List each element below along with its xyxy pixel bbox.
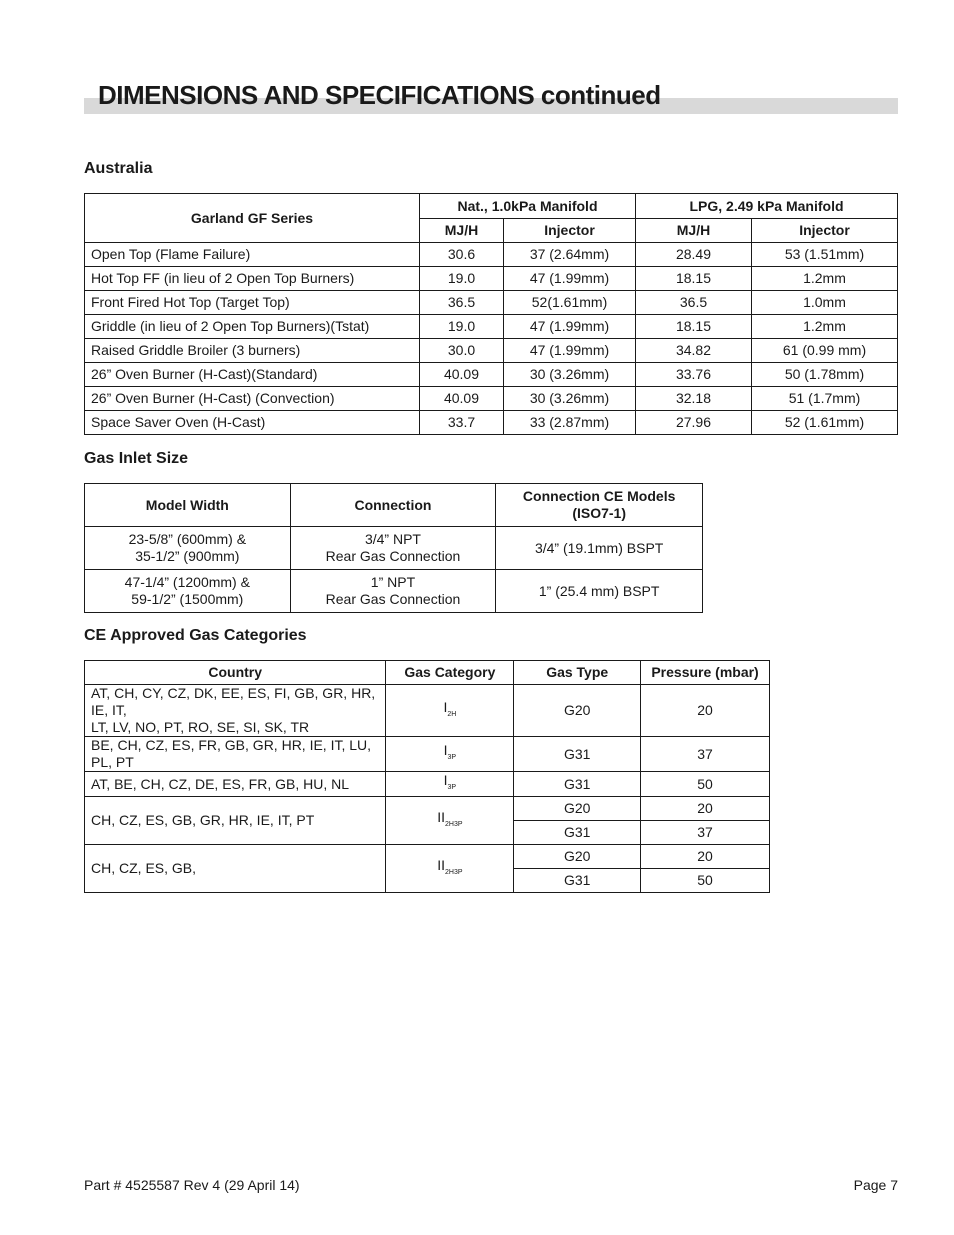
header-nat-mjh: MJ/H xyxy=(420,219,504,243)
nat-injector-value: 30 (3.26mm) xyxy=(504,363,636,387)
header-connection: Connection xyxy=(290,484,496,527)
table-row xyxy=(85,772,770,797)
table-row xyxy=(85,411,898,435)
table-row xyxy=(85,387,898,411)
header-connection-ce-line2: (ISO7-1) xyxy=(572,505,626,521)
burner-name: Raised Griddle Broiler (3 burners) xyxy=(85,339,420,363)
header-pressure: Pressure (mbar) xyxy=(641,661,770,685)
pressure-cell: 50 xyxy=(641,772,770,797)
australia-table xyxy=(84,193,898,435)
gas-category-main: I xyxy=(443,742,448,758)
burner-name: Open Top (Flame Failure) xyxy=(85,243,420,267)
gas-type-cell: G31 xyxy=(514,869,641,893)
model-width-cell xyxy=(85,527,291,570)
gas-category-main: II xyxy=(437,856,445,873)
gas-category-main: I xyxy=(443,772,448,788)
pressure-cell: 50 xyxy=(641,869,770,893)
gas-category-sub: 2H3P xyxy=(445,868,463,876)
gas-category-cell xyxy=(386,772,514,797)
model-width-line2: 35-1/2” (900mm) xyxy=(135,548,240,564)
connection-ce-cell: 3/4” (19.1mm) BSPT xyxy=(496,527,703,570)
header-country: Country xyxy=(85,661,386,685)
country-cell xyxy=(85,685,386,737)
gas-type-cell: G31 xyxy=(514,737,641,772)
gas-category-main: II xyxy=(437,808,445,825)
nat-mjh-value: 40.09 xyxy=(420,363,504,387)
lpg-injector-value: 61 (0.99 mm) xyxy=(752,339,898,363)
header-connection-ce xyxy=(496,484,703,527)
table-row xyxy=(85,845,770,869)
table-row xyxy=(85,527,703,570)
country-line1: AT, CH, CY, CZ, DK, EE, ES, FI, GB, GR, HR, IE, IT, xyxy=(91,685,376,718)
table-row xyxy=(85,339,898,363)
nat-injector-value: 33 (2.87mm) xyxy=(504,411,636,435)
gas-category-cell xyxy=(386,685,514,737)
model-width-cell xyxy=(85,570,291,613)
lpg-mjh-value: 33.76 xyxy=(636,363,752,387)
footer-part-number: Part # 4525587 Rev 4 (29 April 14) xyxy=(84,1177,300,1193)
gas-category-cell xyxy=(386,845,514,893)
header-garland-gf-series: Garland GF Series xyxy=(85,194,420,243)
nat-injector-value: 47 (1.99mm) xyxy=(504,339,636,363)
nat-mjh-value: 19.0 xyxy=(420,315,504,339)
country-cell: CH, CZ, ES, GB, xyxy=(85,845,386,893)
gas-type-cell: G31 xyxy=(514,772,641,797)
country-line2: LT, LV, NO, PT, RO, SE, SI, SK, TR xyxy=(91,719,310,735)
lpg-injector-value: 52 (1.61mm) xyxy=(752,411,898,435)
burner-name: 26” Oven Burner (H-Cast) (Convection) xyxy=(85,387,420,411)
table-row xyxy=(85,797,770,821)
country-cell: CH, CZ, ES, GB, GR, HR, IE, IT, PT xyxy=(85,797,386,845)
nat-mjh-value: 36.5 xyxy=(420,291,504,315)
header-lpg-manifold: LPG, 2.49 kPa Manifold xyxy=(636,194,898,219)
connection-line2: Rear Gas Connection xyxy=(325,591,461,607)
country-cell: AT, BE, CH, CZ, DE, ES, FR, GB, HU, NL xyxy=(85,772,386,797)
header-connection-ce-line1: Connection CE Models xyxy=(522,488,676,504)
nat-mjh-value: 19.0 xyxy=(420,267,504,291)
australia-heading: Australia xyxy=(84,160,153,177)
table-row xyxy=(85,315,898,339)
lpg-injector-value: 51 (1.7mm) xyxy=(752,387,898,411)
table-row xyxy=(85,685,770,737)
model-width-line1: 23-5/8” (600mm) & xyxy=(128,531,247,547)
pressure-cell: 20 xyxy=(641,845,770,869)
header-lpg-injector: Injector xyxy=(752,219,898,243)
connection-line1: 1” NPT xyxy=(370,574,416,590)
burner-name: Hot Top FF (in lieu of 2 Open Top Burners) xyxy=(85,267,420,291)
gas-type-cell: G20 xyxy=(514,845,641,869)
lpg-injector-value: 1.2mm xyxy=(752,267,898,291)
lpg-mjh-value: 18.15 xyxy=(636,315,752,339)
lpg-mjh-value: 27.96 xyxy=(636,411,752,435)
gas-category-main: I xyxy=(443,698,448,715)
header-nat-manifold: Nat., 1.0kPa Manifold xyxy=(420,194,636,219)
table-row xyxy=(85,363,898,387)
nat-mjh-value: 40.09 xyxy=(420,387,504,411)
burner-name: Space Saver Oven (H-Cast) xyxy=(85,411,420,435)
model-width-line1: 47-1/4” (1200mm) & xyxy=(124,574,250,590)
header-nat-injector: Injector xyxy=(504,219,636,243)
gas-category-sub: 3P xyxy=(447,754,457,761)
nat-injector-value: 47 (1.99mm) xyxy=(504,267,636,291)
nat-injector-value: 52(1.61mm) xyxy=(504,291,636,315)
lpg-injector-value: 50 (1.78mm) xyxy=(752,363,898,387)
footer-page-number: Page 7 xyxy=(853,1177,898,1193)
gas-category-cell xyxy=(386,737,514,772)
country-cell: BE, CH, CZ, ES, FR, GB, GR, HR, IE, IT, LU, PL, PT xyxy=(85,737,386,772)
nat-injector-value: 37 (2.64mm) xyxy=(504,243,636,267)
table-row xyxy=(85,267,898,291)
gas-type-cell: G20 xyxy=(514,685,641,737)
nat-injector-value: 30 (3.26mm) xyxy=(504,387,636,411)
gas-inlet-table xyxy=(84,483,703,613)
gas-category-sub: 3P xyxy=(447,784,457,791)
lpg-mjh-value: 18.15 xyxy=(636,267,752,291)
lpg-mjh-value: 28.49 xyxy=(636,243,752,267)
ce-gas-heading: CE Approved Gas Categories xyxy=(84,627,307,644)
pressure-cell: 37 xyxy=(641,737,770,772)
gas-category-sub: 2H3P xyxy=(445,820,463,828)
connection-line2: Rear Gas Connection xyxy=(325,548,461,564)
nat-mjh-value: 33.7 xyxy=(420,411,504,435)
ce-gas-table xyxy=(84,660,770,893)
lpg-injector-value: 1.0mm xyxy=(752,291,898,315)
pressure-cell: 20 xyxy=(641,797,770,821)
burner-name: Griddle (in lieu of 2 Open Top Burners)(Tstat) xyxy=(85,315,420,339)
table-row xyxy=(85,737,770,772)
table-row xyxy=(85,570,703,613)
header-model-width: Model Width xyxy=(85,484,291,527)
nat-mjh-value: 30.0 xyxy=(420,339,504,363)
model-width-line2: 59-1/2” (1500mm) xyxy=(131,591,244,607)
pressure-cell: 20 xyxy=(641,685,770,737)
connection-ce-cell: 1” (25.4 mm) BSPT xyxy=(496,570,703,613)
lpg-mjh-value: 32.18 xyxy=(636,387,752,411)
gas-inlet-heading: Gas Inlet Size xyxy=(84,450,189,467)
gas-type-cell: G20 xyxy=(514,797,641,821)
connection-cell xyxy=(290,527,496,570)
header-gas-category: Gas Category xyxy=(386,661,514,685)
lpg-injector-value: 1.2mm xyxy=(752,315,898,339)
nat-injector-value: 47 (1.99mm) xyxy=(504,315,636,339)
gas-category-cell xyxy=(386,797,514,845)
pressure-cell: 37 xyxy=(641,821,770,845)
connection-cell xyxy=(290,570,496,613)
header-lpg-mjh: MJ/H xyxy=(636,219,752,243)
header-gas-type: Gas Type xyxy=(514,661,641,685)
gas-type-cell: G31 xyxy=(514,821,641,845)
lpg-mjh-value: 36.5 xyxy=(636,291,752,315)
burner-name: 26” Oven Burner (H-Cast)(Standard) xyxy=(85,363,420,387)
gas-category-sub: 2H xyxy=(447,710,457,718)
page-title: DIMENSIONS AND SPECIFICATIONS continued xyxy=(98,80,661,110)
nat-mjh-value: 30.6 xyxy=(420,243,504,267)
burner-name: Front Fired Hot Top (Target Top) xyxy=(85,291,420,315)
lpg-mjh-value: 34.82 xyxy=(636,339,752,363)
table-row xyxy=(85,291,898,315)
table-row xyxy=(85,243,898,267)
connection-line1: 3/4” NPT xyxy=(364,531,421,547)
lpg-injector-value: 53 (1.51mm) xyxy=(752,243,898,267)
